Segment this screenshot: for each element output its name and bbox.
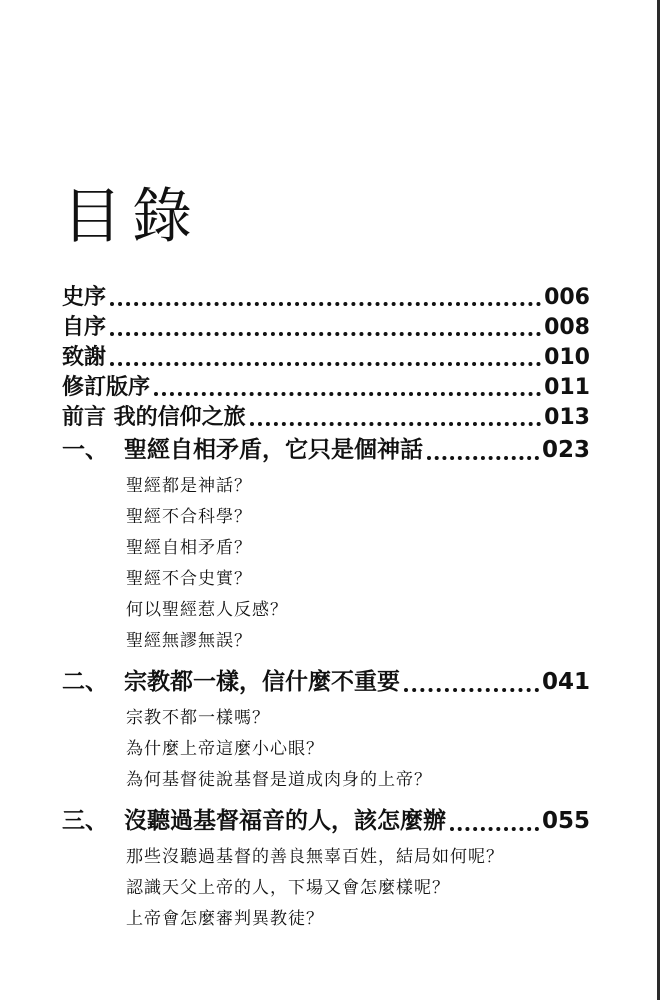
dot-leader [110,332,541,336]
chapter-page: 023 [541,437,590,463]
toc-entry-page: 010 [544,345,590,370]
toc-entry-preface-history [62,283,590,313]
toc-chapter-1 [62,433,590,467]
chapter-page: 055 [541,808,590,834]
toc-entry-acknowledgements [62,343,590,373]
toc-entry-page: 008 [544,315,590,340]
section-item: 認識天父上帝的人，下場又會怎麼樣呢？ [126,878,450,898]
toc-chapter-3 [62,804,590,838]
section-item: 聖經不合史實？ [126,569,252,589]
toc-entry-label: 致謝 [62,345,107,370]
section-item: 宗教不都一樣嗎？ [126,708,270,728]
dot-leader [154,392,541,396]
toc-entry-introduction [62,403,590,433]
section-item: 聖經都是神話？ [126,476,252,496]
toc-entry-revised-preface [62,373,590,403]
section-item: 聖經自相矛盾？ [126,538,252,558]
toc-chapter-2 [62,665,590,699]
table-of-contents [62,283,590,943]
chapter-number: 二、 [62,669,108,695]
dot-leader [110,302,541,306]
dot-leader [250,422,541,426]
chapter-3-sections [126,838,590,943]
chapter-2-sections [126,699,590,804]
section-item: 何以聖經惹人反感？ [126,600,288,620]
toc-chapter-heading [62,433,423,467]
toc-entry-label: 前言 我的信仰之旅 [62,405,246,430]
chapter-title: 聖經自相矛盾，它只是個神話 [124,437,423,463]
dot-leader [427,456,539,460]
toc-entry-label: 史序 [62,285,107,310]
chapter-1-sections [126,467,590,665]
toc-entry-label: 修訂版序 [62,375,151,400]
section-item: 那些沒聽過基督的善良無辜百姓，結局如何呢？ [126,847,504,867]
section-item: 聖經無謬無誤？ [126,631,252,651]
toc-chapter-heading [62,804,446,838]
toc-chapter-heading [62,665,400,699]
toc-entry-label: 自序 [62,315,107,340]
chapter-number: 一、 [62,437,108,463]
chapter-page: 041 [541,669,590,695]
chapter-title: 宗教都一樣，信什麼不重要 [124,669,400,695]
dot-leader [450,827,539,831]
toc-entry-page: 011 [544,375,590,400]
section-item: 為什麼上帝這麼小心眼？ [126,739,324,759]
toc-entry-page: 013 [544,405,590,430]
section-item: 為何基督徒說基督是道成肉身的上帝？ [126,770,432,790]
section-item: 聖經不合科學？ [126,507,252,527]
chapter-number: 三、 [62,808,108,834]
section-item: 上帝會怎麼審判異教徒？ [126,909,324,929]
toc-entry-page: 006 [544,285,590,310]
dot-leader [404,688,539,692]
page-title: 目錄 [62,182,202,253]
chapter-title: 沒聽過基督福音的人，該怎麼辦 [124,808,446,834]
toc-entry-preface-author [62,313,590,343]
dot-leader [110,362,541,366]
